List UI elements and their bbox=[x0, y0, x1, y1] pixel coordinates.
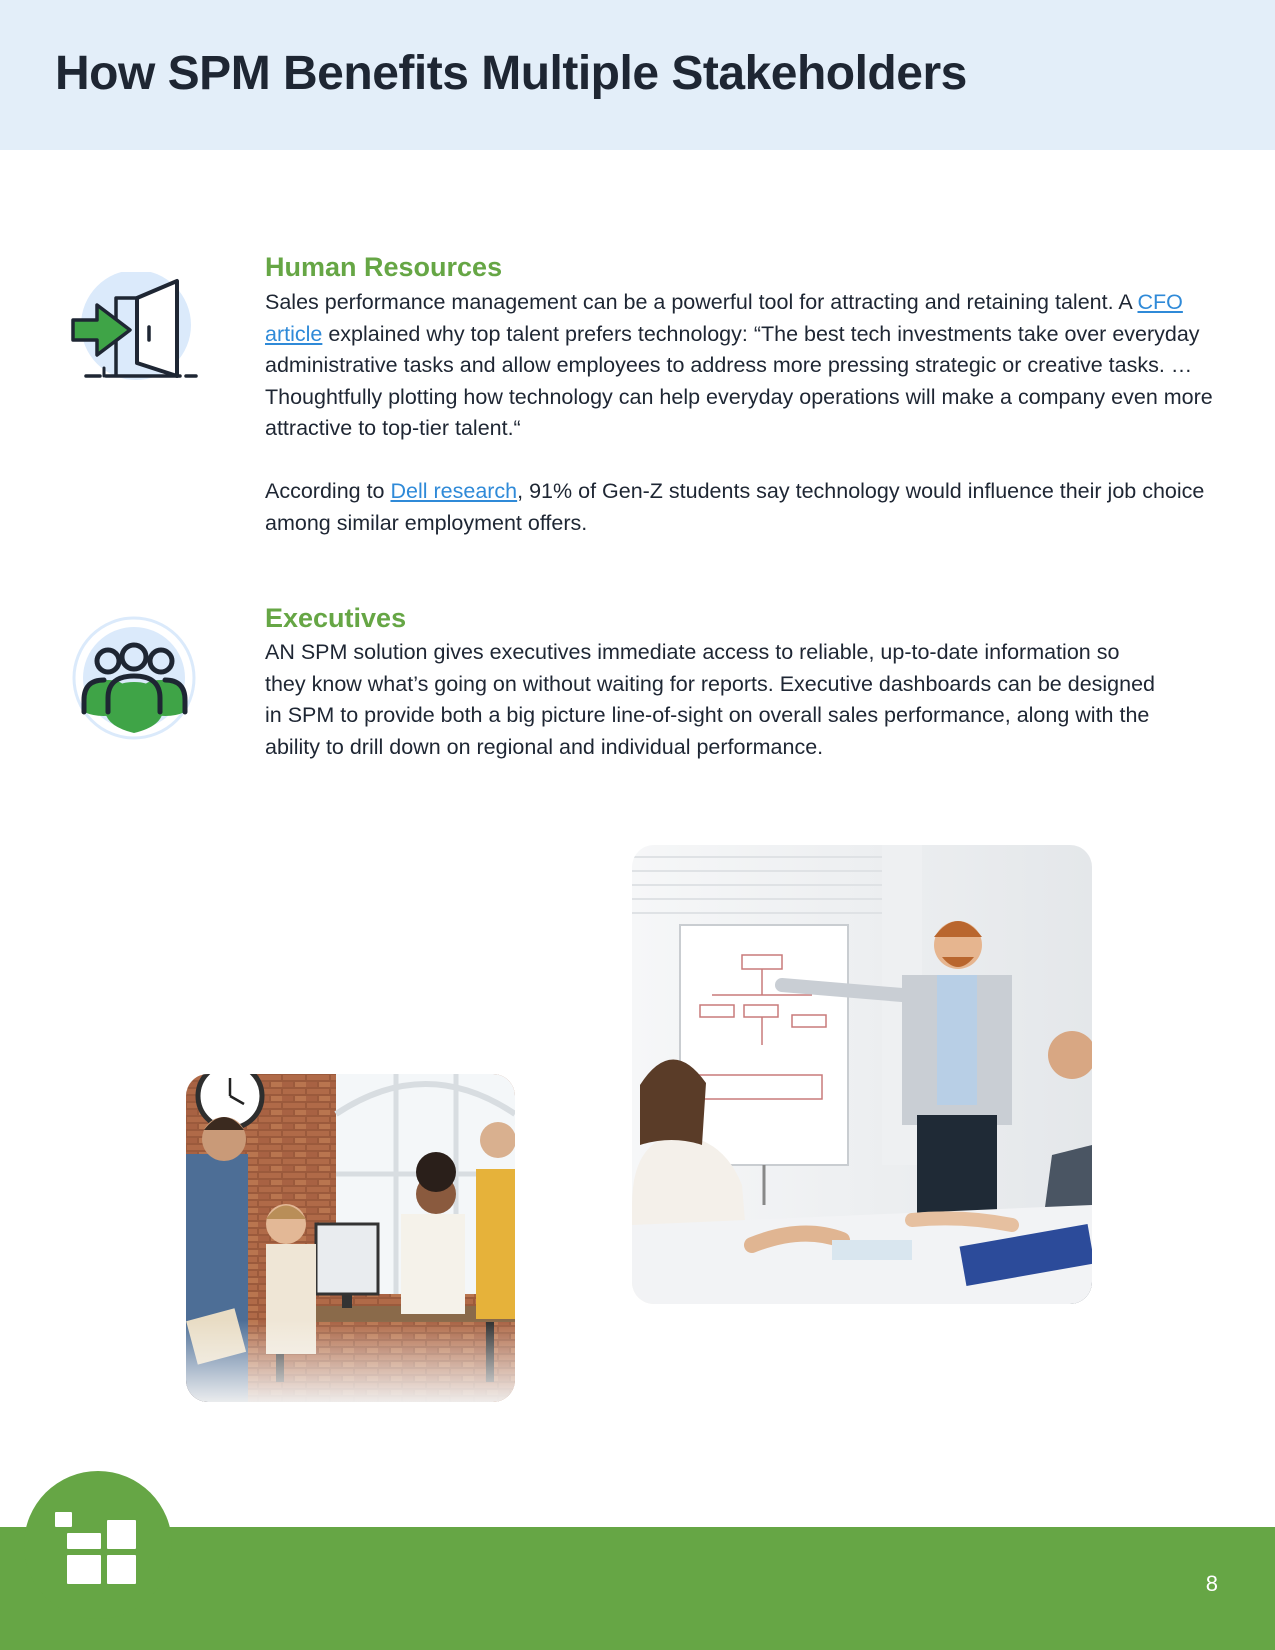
team-office-photo bbox=[186, 1074, 515, 1402]
dell-research-link[interactable]: Dell research bbox=[390, 479, 518, 503]
section-heading-executives: Executives bbox=[265, 603, 407, 633]
executives-paragraph: AN SPM solution gives executives immediate access to reliable, up-to-date information so they know what’s going on without waiting for reports. Executive dashboards can be designed in SPM to provide both a big picture line-of-sight on overall sales performance, along with the ability to drill down on regional and individual performance. bbox=[265, 640, 1156, 759]
section-body-human-resources bbox=[265, 287, 1220, 539]
brand-logo-icon bbox=[55, 1512, 141, 1584]
hr-paragraph-1: Sales performance management can be a powerful tool for attracting and retaining talent. A CFO article explained why top talent prefers technology: “The best tech investments take over everyday administrative tasks and allow employees to address more pressing strategic or creative tasks. … Thoughtfully plotting how technology can help everyday operations will make a company even more attractive to top-tier talent.“ bbox=[265, 290, 1213, 440]
page-number: 8 bbox=[1205, 1571, 1218, 1596]
section-body-executives bbox=[265, 637, 1165, 763]
team-icon bbox=[72, 616, 197, 741]
page-title: How SPM Benefits Multiple Stakeholders bbox=[55, 47, 967, 100]
section-heading-human-resources: Human Resources bbox=[265, 252, 503, 282]
footer-band bbox=[0, 1527, 1275, 1650]
cfo-article-link[interactable]: CFO article bbox=[265, 290, 1183, 346]
hr-paragraph-2: According to Dell research, 91% of Gen-Z students say technology would influence their job choice among similar employment offers. bbox=[265, 479, 1205, 535]
door-enter-icon bbox=[70, 272, 200, 402]
whiteboard-presentation-photo bbox=[632, 845, 1092, 1304]
